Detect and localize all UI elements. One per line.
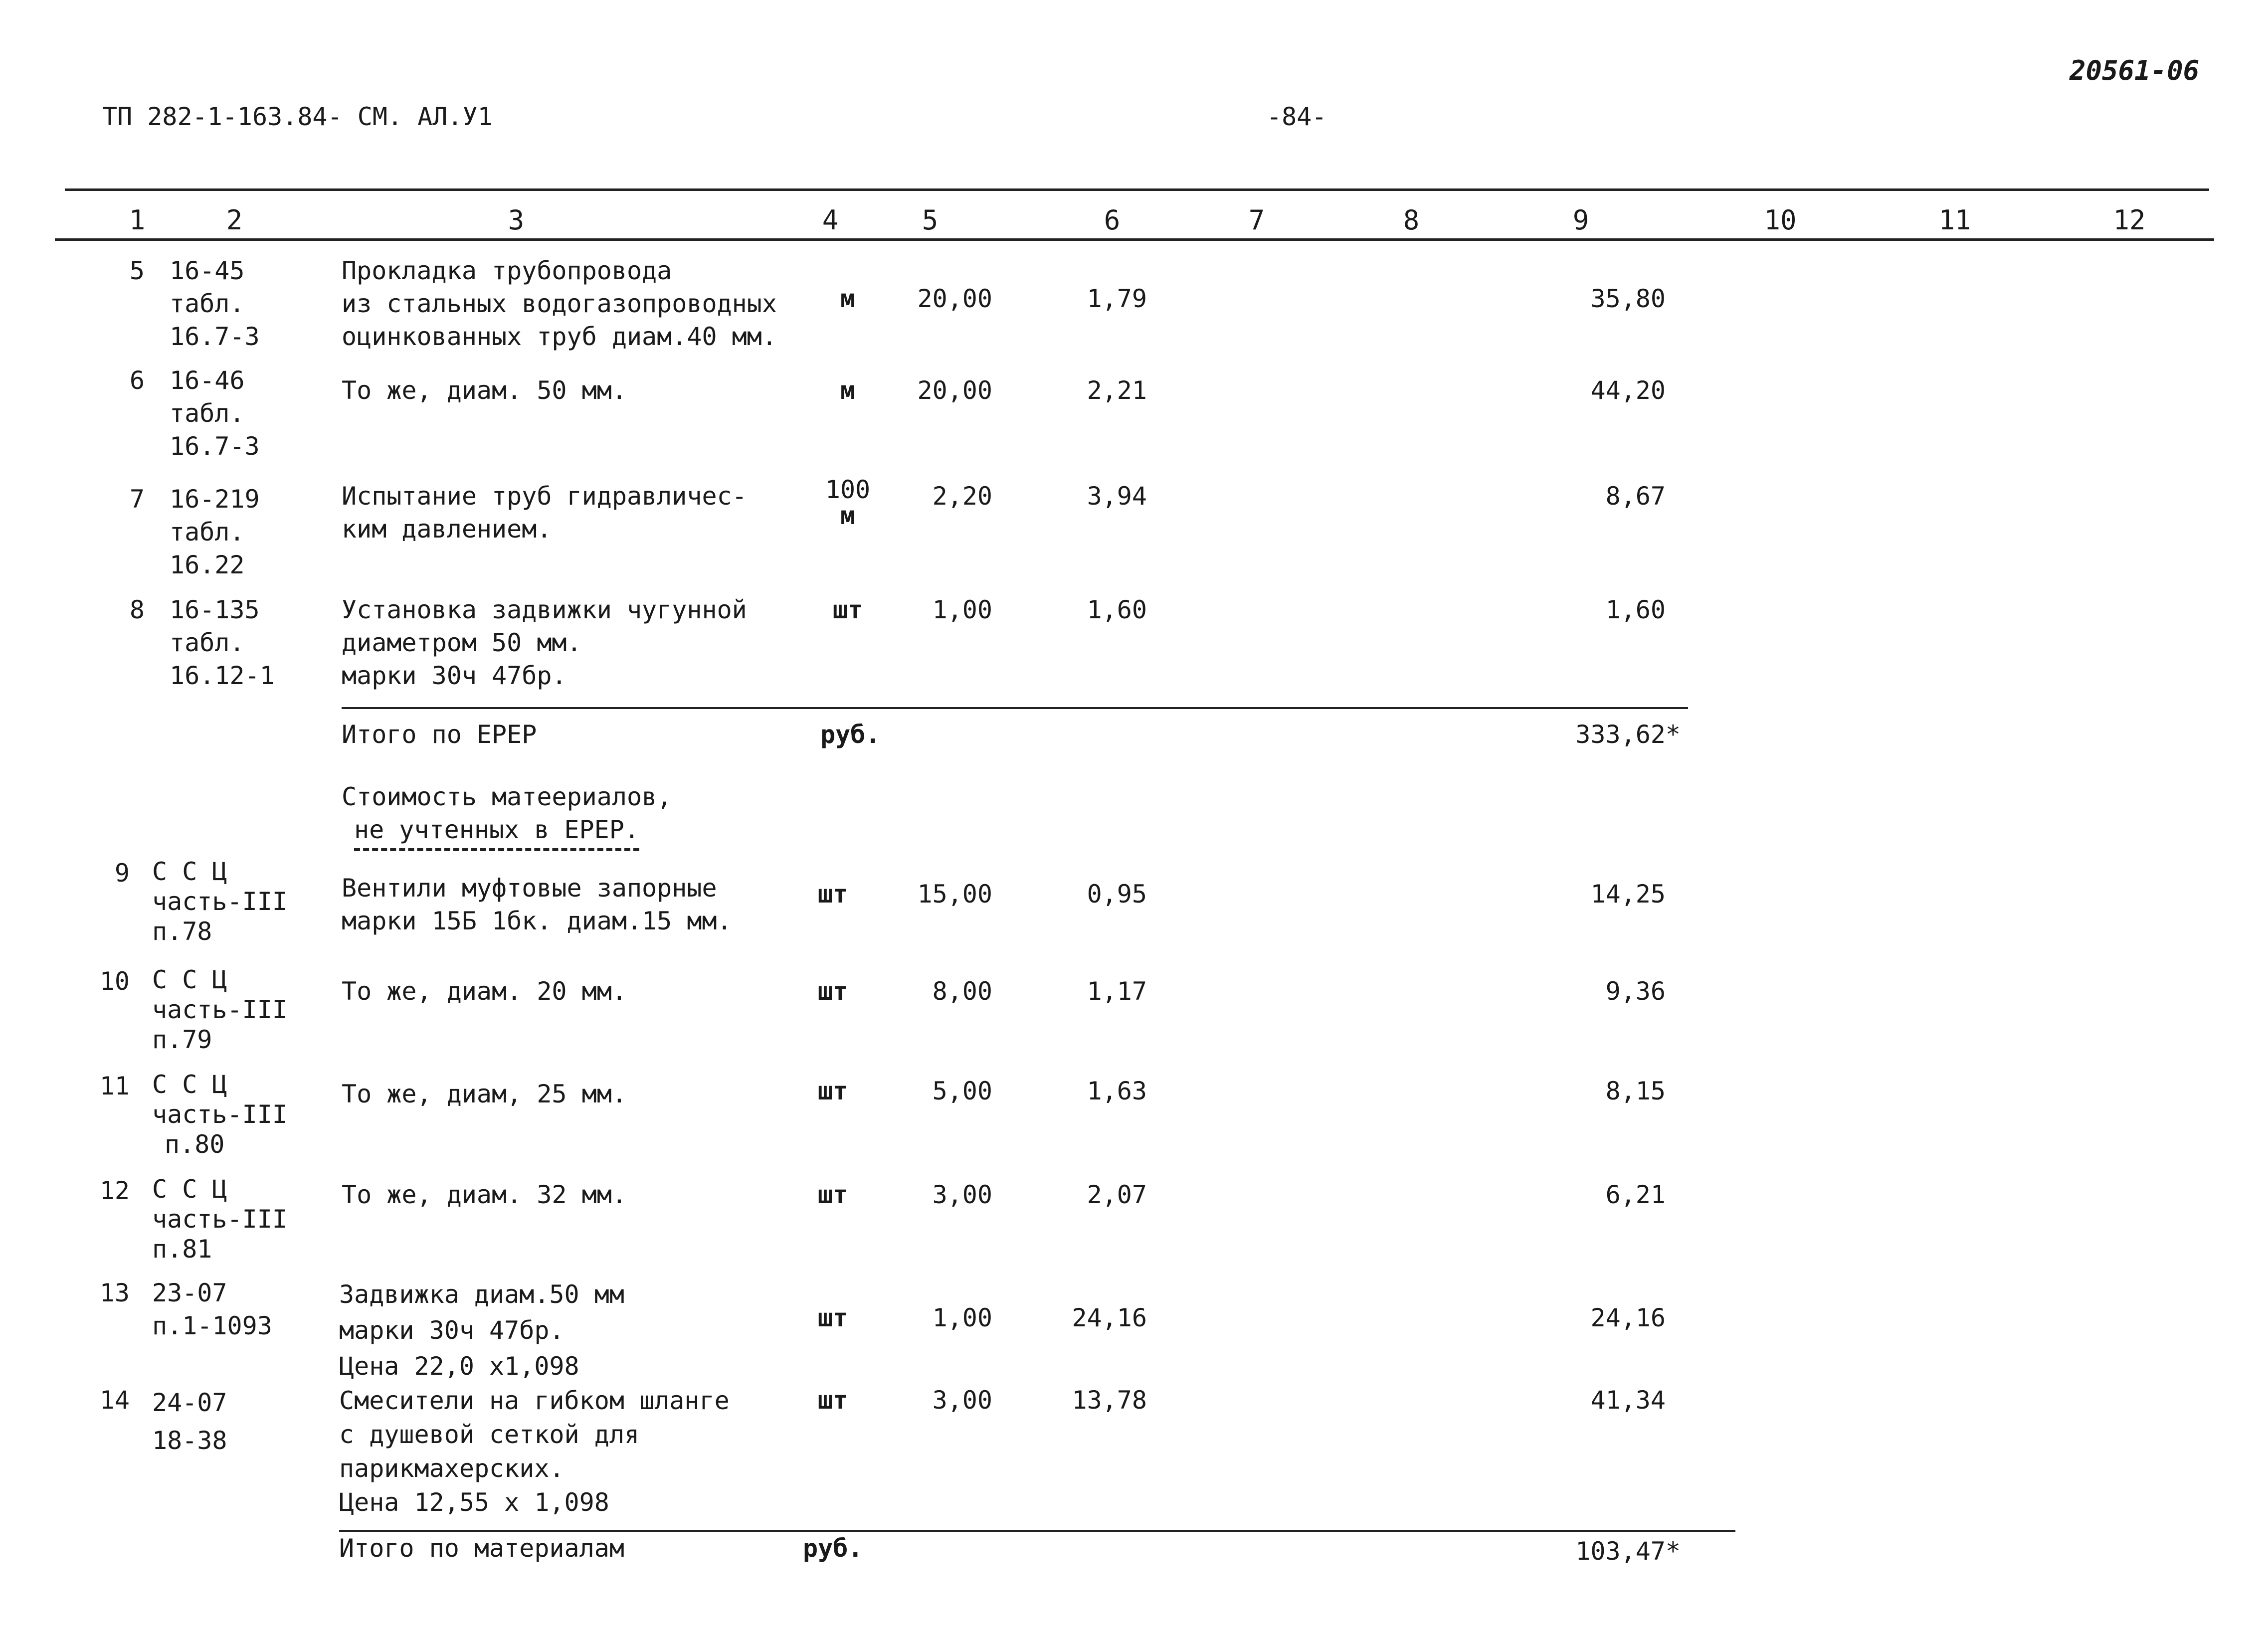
code-line: часть-III — [152, 1205, 287, 1234]
description — [339, 1384, 730, 1519]
description-line: Прокладка трубопровода — [342, 256, 672, 285]
row-number: 5 — [129, 256, 145, 285]
code-line: табл. — [170, 289, 245, 318]
code-line: п.80 — [165, 1130, 225, 1159]
norm-code — [152, 965, 287, 1055]
total-cost: 14,25 — [1590, 880, 1666, 909]
subtotal-label: Итого по ЕРЕР — [342, 720, 537, 749]
row-number: 13 — [99, 1278, 130, 1307]
code-line: С С Ц — [152, 857, 227, 886]
norm-code — [170, 593, 275, 692]
unit: шт — [817, 1077, 848, 1105]
table-header-rule — [55, 238, 2214, 241]
subtotal-total: 333,62* — [1575, 720, 1681, 749]
description — [342, 872, 732, 937]
description-line: парикмахерских. — [339, 1454, 565, 1483]
row-number: 6 — [129, 366, 145, 395]
unit: шт — [817, 880, 848, 909]
unit-price: 1,60 — [1087, 595, 1147, 624]
quantity: 3,00 — [932, 1386, 992, 1415]
total-cost: 35,80 — [1590, 284, 1666, 313]
column-number: 6 — [1104, 204, 1121, 236]
description-line: из стальных водогазопроводных — [342, 289, 777, 318]
total-cost: 41,34 — [1590, 1386, 1666, 1415]
unit-price: 3,94 — [1087, 482, 1147, 511]
description — [342, 1078, 627, 1110]
code-line: 18-38 — [152, 1426, 227, 1455]
unit: шт — [817, 1386, 848, 1415]
description — [342, 480, 747, 546]
code-line: табл. — [170, 399, 245, 428]
row-number: 9 — [114, 859, 130, 888]
column-number: 9 — [1572, 204, 1589, 236]
code-line: С С Ц — [152, 1070, 227, 1099]
code-line: 16.12-1 — [170, 661, 275, 690]
quantity: 1,00 — [932, 595, 992, 624]
unit: шт — [817, 1303, 848, 1332]
quantity: 20,00 — [917, 376, 992, 405]
norm-code — [152, 1384, 227, 1459]
code-line: С С Ц — [152, 1175, 227, 1204]
code-line: 16.22 — [170, 550, 245, 579]
quantity: 3,00 — [932, 1180, 992, 1209]
description — [342, 593, 747, 692]
code-line: 16-45 — [170, 256, 245, 285]
description-line: То же, диам. 20 мм. — [342, 977, 627, 1006]
norm-code — [170, 483, 260, 581]
quantity: 5,00 — [932, 1077, 992, 1105]
subtotal-unit: руб. — [820, 720, 881, 749]
code-line: 16-219 — [170, 485, 260, 514]
column-number: 2 — [226, 204, 243, 236]
total-cost: 6,21 — [1605, 1180, 1666, 1209]
row-number: 14 — [99, 1386, 130, 1415]
unit-price: 2,21 — [1087, 376, 1147, 405]
code-line: п.81 — [152, 1235, 212, 1264]
code-line: 16-46 — [170, 366, 245, 395]
quantity: 20,00 — [917, 284, 992, 313]
quantity: 1,00 — [932, 1303, 992, 1332]
unit-price: 13,78 — [1072, 1386, 1147, 1415]
description-line: марки 15Б 1бк. диам.15 мм. — [342, 907, 732, 935]
section-heading-line: Стоимость матеериалов, — [342, 782, 672, 811]
column-number: 4 — [822, 204, 839, 236]
norm-code — [152, 1174, 287, 1264]
unit-price: 2,07 — [1087, 1180, 1147, 1209]
section-heading-line: не учтенных в ЕРЕР. — [354, 813, 639, 851]
column-number: 11 — [1938, 204, 1971, 236]
norm-code — [170, 254, 260, 353]
quantity: 2,20 — [932, 482, 992, 511]
description-line: ким давлением. — [342, 515, 552, 544]
description-line: То же, диам. 50 мм. — [342, 376, 627, 405]
code-line: 24-07 — [152, 1388, 227, 1417]
description-line: Испытание труб гидравличес- — [342, 482, 747, 511]
description — [342, 975, 627, 1008]
unit-price: 1,79 — [1087, 284, 1147, 313]
norm-code — [152, 1276, 272, 1342]
unit-price: 24,16 — [1072, 1303, 1147, 1332]
description — [339, 1276, 624, 1384]
column-number: 1 — [129, 204, 146, 236]
quantity: 8,00 — [932, 977, 992, 1006]
description-line: с душевой сеткой для — [339, 1420, 640, 1449]
description — [342, 1178, 627, 1211]
unit: шт — [817, 977, 848, 1006]
description-line: оцинкованных труб диам.40 мм. — [342, 322, 777, 351]
description-line: Цена 12,55 х 1,098 — [339, 1488, 609, 1517]
unit: м — [840, 284, 856, 313]
description-line: марки 30ч 47бр. — [339, 1316, 565, 1345]
unit-price: 1,17 — [1087, 977, 1147, 1006]
code-line: табл. — [170, 628, 245, 657]
code-line: 23-07 — [152, 1278, 227, 1307]
table-top-rule — [65, 188, 2209, 191]
unit: м — [840, 376, 856, 405]
code-line: С С Ц — [152, 965, 227, 994]
unit — [808, 477, 888, 529]
code-line: табл. — [170, 518, 245, 546]
code-line: п.1-1093 — [152, 1311, 272, 1340]
norm-code — [152, 1070, 287, 1159]
code-line: часть-III — [152, 887, 287, 916]
description-line: Цена 22,0 х1,098 — [339, 1352, 579, 1381]
total-cost: 9,36 — [1605, 977, 1666, 1006]
code-line: часть-III — [152, 995, 287, 1024]
description-line: Задвижка диам.50 мм — [339, 1280, 624, 1309]
code-line: 16.7-3 — [170, 432, 260, 461]
column-number: 3 — [508, 204, 525, 236]
description-line: Вентили муфтовые запорные — [342, 874, 717, 903]
code-line: 16-135 — [170, 595, 260, 624]
row-number: 10 — [99, 967, 130, 996]
description-line: То же, диам. 32 мм. — [342, 1180, 627, 1209]
description-line: Смесители на гибком шланге — [339, 1386, 730, 1415]
total-cost: 24,16 — [1590, 1303, 1666, 1332]
document-code: ТП 282-1-163.84- СМ. АЛ.У1 — [102, 102, 493, 131]
row-number: 12 — [99, 1176, 130, 1205]
quantity: 15,00 — [917, 880, 992, 909]
column-number: 7 — [1248, 204, 1265, 236]
row-number: 11 — [99, 1072, 130, 1100]
page-number: -84- — [1267, 102, 1327, 131]
column-number: 8 — [1403, 204, 1420, 236]
norm-code — [152, 857, 287, 946]
unit-price: 1,63 — [1087, 1077, 1147, 1105]
description — [342, 254, 777, 353]
total-cost: 44,20 — [1590, 376, 1666, 405]
total-cost: 8,67 — [1605, 482, 1666, 511]
unit: шт — [817, 1180, 848, 1209]
subtotal-total: 103,47* — [1575, 1537, 1681, 1566]
unit: шт — [832, 595, 863, 624]
row-number: 7 — [129, 485, 145, 514]
column-number: 5 — [922, 204, 939, 236]
total-cost: 8,15 — [1605, 1077, 1666, 1105]
unit-line: м — [840, 501, 856, 530]
total-cost: 1,60 — [1605, 595, 1666, 624]
column-number: 12 — [2113, 204, 2146, 236]
column-number: 10 — [1764, 204, 1797, 236]
code-line: п.78 — [152, 917, 212, 946]
description-line: То же, диам, 25 мм. — [342, 1080, 627, 1108]
description-line: диаметром 50 мм. — [342, 628, 582, 657]
unit-price: 0,95 — [1087, 880, 1147, 909]
subtotal-rule — [342, 707, 1688, 709]
archive-number: 20561-06 — [2070, 55, 2200, 86]
code-line: часть-III — [152, 1100, 287, 1129]
norm-code — [170, 364, 260, 463]
subtotal-unit: руб. — [803, 1534, 863, 1563]
description-line: Установка задвижки чугунной — [342, 595, 747, 624]
code-line: п.79 — [152, 1025, 212, 1054]
description-line: марки 30ч 47бр. — [342, 661, 567, 690]
code-line: 16.7-3 — [170, 322, 260, 351]
row-number: 8 — [129, 595, 145, 624]
subtotal-label: Итого по материалам — [339, 1534, 624, 1563]
description — [342, 374, 627, 407]
unit-line: 100 — [825, 475, 871, 504]
